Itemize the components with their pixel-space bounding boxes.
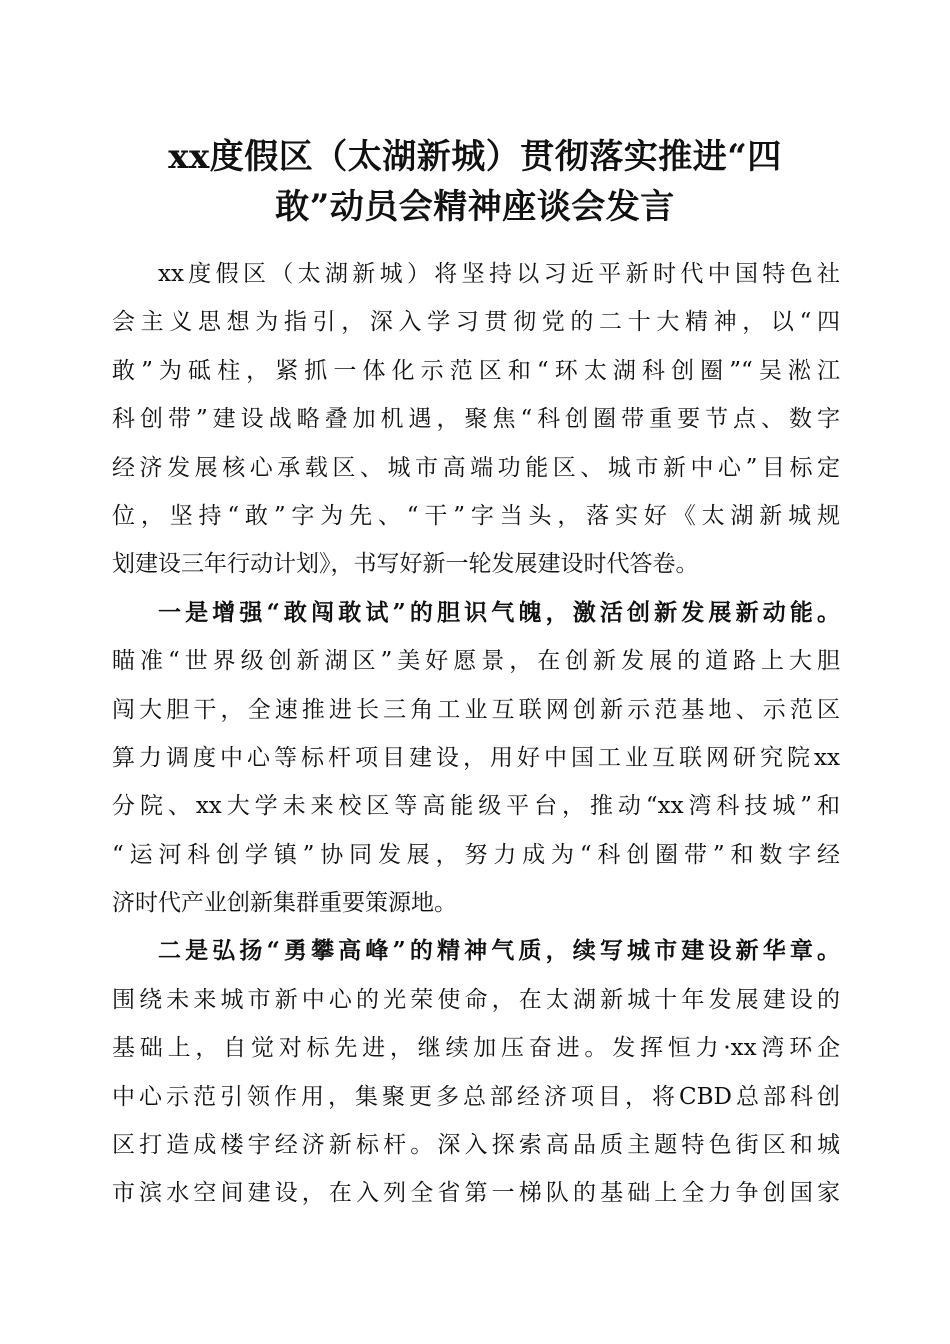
paragraph-line: 分院、xx大学未来校区等高能级平台，推动“xx湾科技城”和 [112,793,840,820]
paragraph-intro [112,250,840,589]
paragraph-line: 闯大胆干，全速推进长三角工业互联网创新示范基地、示范区 [112,696,840,723]
paragraph-point-two [112,927,840,1217]
document-body [112,250,840,1218]
paragraph-lead-heading: 二是弘扬“勇攀高峰”的精神气质，续写城市建设新华章。 [158,937,840,965]
paragraph-line: 济时代产业创新集群重要策源地。 [112,890,457,917]
paragraph-line: 划建设三年行动计划》，书写好新一轮发展建设时代答卷。 [112,551,699,578]
title-line: 敢”动员会精神座谈会发言 [275,187,675,227]
paragraph-line: “运河科创学镇”协同发展，努力成为“科创圈带”和数字经 [112,841,840,868]
title-line: xx度假区（太湖新城）贯彻落实推进“四 [168,137,782,177]
page-title [120,132,830,232]
paragraph-line: 算力调度中心等标杆项目建设，用好中国工业互联网研究院xx [112,744,840,771]
paragraph-line: 位，坚持“敢”字为先、“干”字当头，落实好《太湖新城规 [112,502,840,529]
paragraph-lead-heading: 一是增强“敢闯敢试”的胆识气魄，激活创新发展新动能。 [158,598,840,626]
paragraph-line: 会主义思想为指引，深入学习贯彻党的二十大精神，以“四 [112,309,840,336]
paragraph-line: 基础上，自觉对标先进，继续加压奋进。发挥恒力·xx湾环企 [112,1035,840,1062]
paragraph-line: 敢”为砥柱，紧抓一体化示范区和“环太湖科创圈”“吴淞江 [112,357,840,384]
paragraph-point-one [112,589,840,928]
paragraph-line: 经济发展核心承载区、城市高端功能区、城市新中心”目标定 [112,454,840,481]
paragraph-line: 科创带”建设战略叠加机遇，聚焦“科创圈带重要节点、数字 [112,406,840,433]
paragraph-line: 市滨水空间建设，在入列全省第一梯队的基础上全力争创国家 [112,1180,840,1207]
paragraph-line: 瞄准“世界级创新湖区”美好愿景，在创新发展的道路上大胆 [112,648,840,675]
paragraph-line: 区打造成楼宇经济新标杆。深入探索高品质主题特色街区和城 [112,1132,840,1159]
paragraph-line: 中心示范引领作用，集聚更多总部经济项目，将CBD总部科创 [112,1083,840,1110]
paragraph-line: xx度假区（太湖新城）将坚持以习近平新时代中国特色社 [158,261,840,287]
paragraph-line: 围绕未来城市新中心的光荣使命，在太湖新城十年发展建设的 [112,986,840,1013]
